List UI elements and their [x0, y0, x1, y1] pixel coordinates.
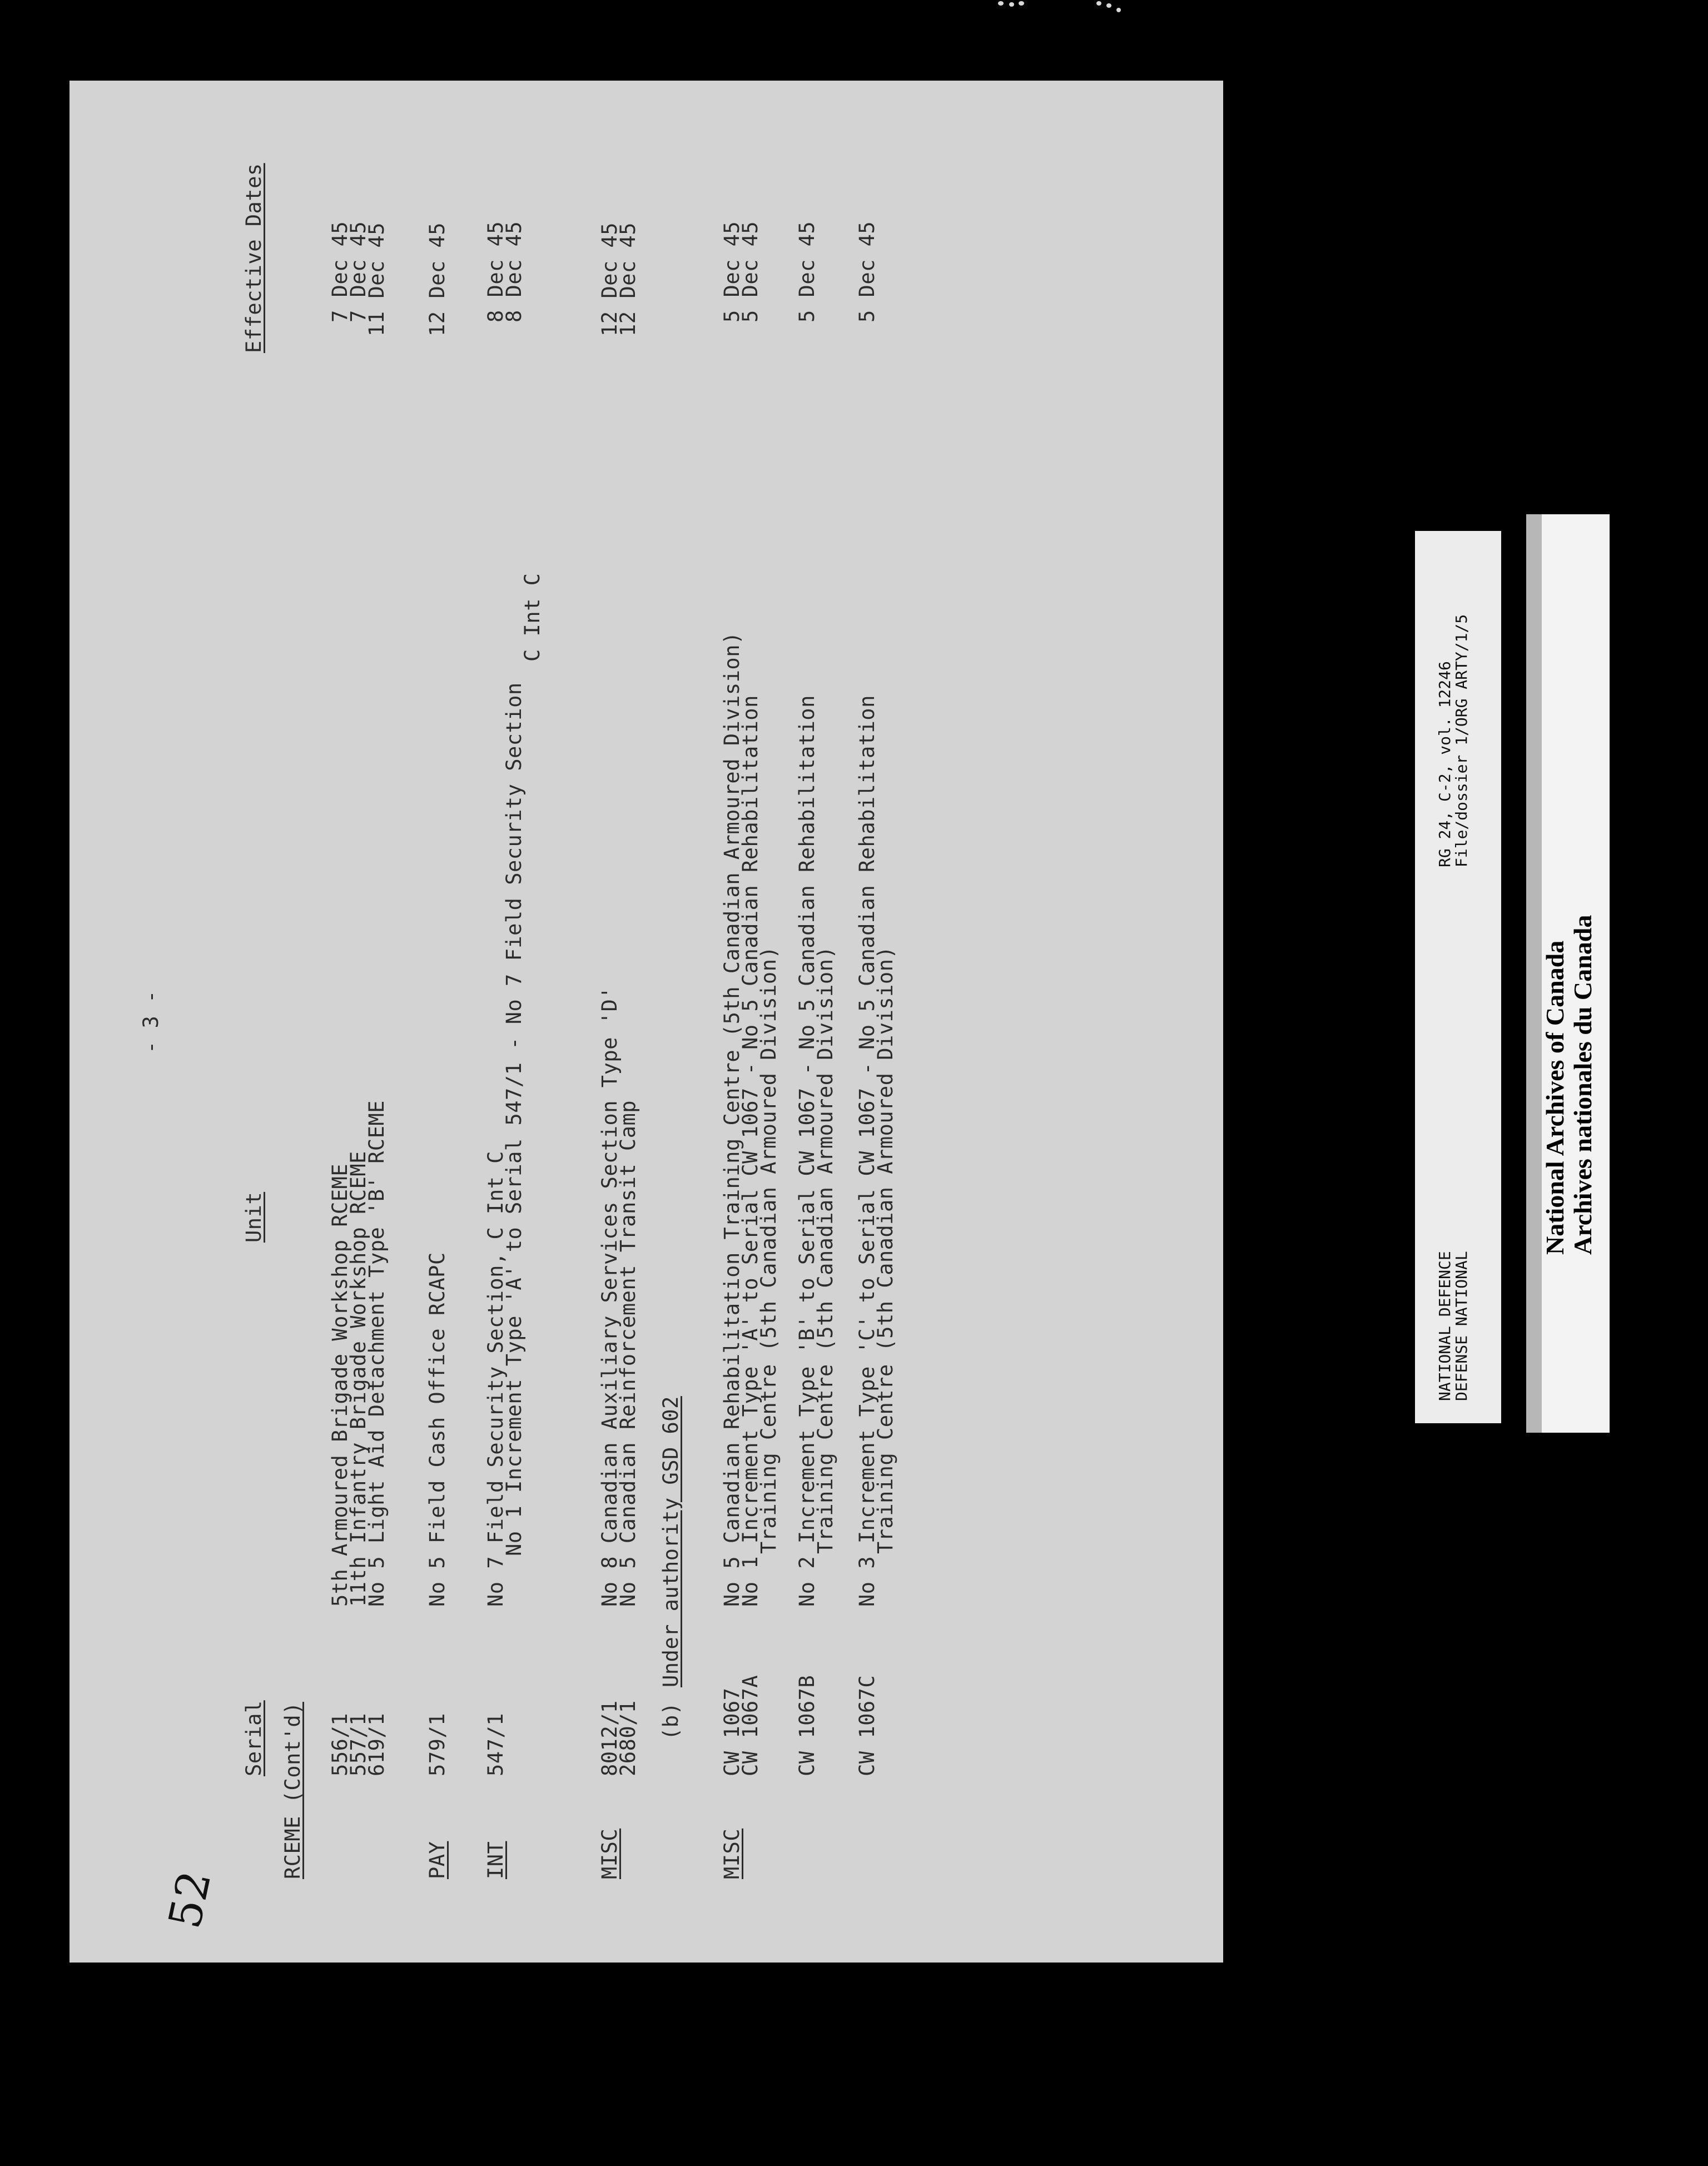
section-label-pay: PAY	[425, 1841, 449, 1879]
date-cell: 7 Dec 45	[328, 221, 352, 322]
national-archives-stamp	[1526, 514, 1610, 1433]
serial-cell: 2680/1	[616, 1700, 640, 1776]
dept-fr: DEFENSE NATIONAL	[1452, 1251, 1471, 1401]
unit-cell: No 7 Field Security Section, C Int C	[484, 1151, 508, 1607]
archive-reference-label	[1415, 531, 1501, 1423]
unit-cell: No 5 Canadian Reinforcement Transit Camp	[616, 1100, 640, 1607]
serial-cell: CW 1067C	[855, 1675, 879, 1776]
archive-ref-line2: File/dossier 1/ORG ARTY/1/5	[1452, 614, 1471, 867]
section-label-int: INT	[484, 1841, 508, 1879]
serial-cell: CW 1067	[720, 1687, 744, 1776]
unit-cell-continuation: Training Centre (5th Canadian Armoured Division)	[757, 946, 781, 1554]
dept-en: NATIONAL DEFENCE	[1436, 1251, 1454, 1401]
archives-name-fr: Archives nationales du Canada	[1568, 915, 1597, 1255]
date-cell: 7 Dec 45	[346, 221, 370, 322]
date-cell: 8 Dec 45	[484, 221, 508, 322]
header-serial: Serial	[242, 1700, 266, 1776]
film-dust	[998, 1, 1004, 6]
unit-cell: 11th Infantry Brigade Workshop RCEME	[346, 1151, 370, 1607]
serial-cell: 547/1	[484, 1713, 508, 1776]
serial-cell: 8012/1	[598, 1700, 622, 1776]
unit-cell: No 2 Increment Type 'B' to Serial CW 1067 - No 5 Canadian Rehabilitation	[795, 695, 819, 1607]
date-cell: 11 Dec 45	[365, 222, 389, 336]
film-dust	[1116, 8, 1121, 12]
document-page	[69, 81, 1223, 1963]
film-dust	[1019, 1, 1024, 6]
unit-cell: No 5 Canadian Rehabilitation Training Centre (5th Canadian Armoured Division)	[720, 632, 744, 1607]
unit-cell: No 1 Increment Type 'A' to Serial CW 1067 - No 5 Canadian Rehabilitation	[738, 695, 762, 1607]
unit-cell: 5th Armoured Brigade Workshop RCEME	[328, 1163, 352, 1607]
page-number: - 3 -	[139, 990, 163, 1054]
unit-cell: No 3 Increment Type 'C' to Serial CW 1067 - No 5 Canadian Rehabilitation	[855, 695, 879, 1607]
archive-ref-line1: RG 24, C-2, vol. 12246	[1436, 661, 1454, 867]
date-cell: 5 Dec 45	[720, 221, 744, 322]
handwritten-page-number: 52	[158, 1866, 221, 1933]
date-cell: 5 Dec 45	[855, 221, 879, 322]
serial-cell: 557/1	[346, 1713, 370, 1776]
national-archives-stamp-content	[1526, 514, 1610, 1433]
archives-name-en: National Archives of Canada	[1541, 940, 1569, 1255]
header-effective-dates: Effective Dates	[242, 163, 266, 353]
unit-cell: No 1 Increment Type 'A' to Serial 547/1 - No 7 Field Security Section	[502, 682, 526, 1607]
serial-cell: 556/1	[328, 1713, 352, 1776]
serial-cell: 579/1	[425, 1713, 449, 1776]
date-cell: 5 Dec 45	[795, 221, 819, 322]
archive-reference-label-content	[1415, 531, 1501, 1423]
film-dust	[1096, 1, 1101, 6]
document-content	[69, 81, 1223, 1963]
section-label-misc-b: MISC	[720, 1828, 744, 1879]
unit-cell-continuation: Training Centre (5th Canadian Armoured Division)	[873, 946, 897, 1554]
film-dust	[1106, 3, 1111, 8]
header-unit: Unit	[242, 1191, 266, 1243]
film-dust	[1009, 2, 1014, 7]
serial-cell: CW 1067A	[738, 1675, 762, 1776]
unit-cell-continuation: Training Centre (5th Canadian Armoured Division)	[813, 946, 837, 1554]
date-cell: 12 Dec 45	[616, 222, 640, 336]
serial-cell: CW 1067B	[795, 1675, 819, 1776]
section-label-misc: MISC	[598, 1828, 622, 1879]
unit-cell: No 5 Light Aid Detachment Type 'B' RCEME	[365, 1100, 389, 1607]
date-cell: 8 Dec 45	[502, 221, 526, 322]
subheading-prefix: (b)	[659, 1702, 683, 1740]
date-cell: 12 Dec 45	[598, 222, 622, 336]
section-label-rceme: RCEME (Cont'd)	[281, 1702, 305, 1879]
date-cell: 5 Dec 45	[738, 221, 762, 322]
date-cell: 12 Dec 45	[425, 222, 449, 336]
unit-cell: No 8 Canadian Auxiliary Services Section Type 'D'	[598, 986, 622, 1607]
unit-cell-continuation: C Int C	[520, 573, 544, 662]
unit-cell: No 5 Field Cash Office RCAPC	[425, 1252, 449, 1607]
serial-cell: 619/1	[365, 1713, 389, 1776]
subheading: Under authority GSD 602	[659, 1396, 683, 1687]
